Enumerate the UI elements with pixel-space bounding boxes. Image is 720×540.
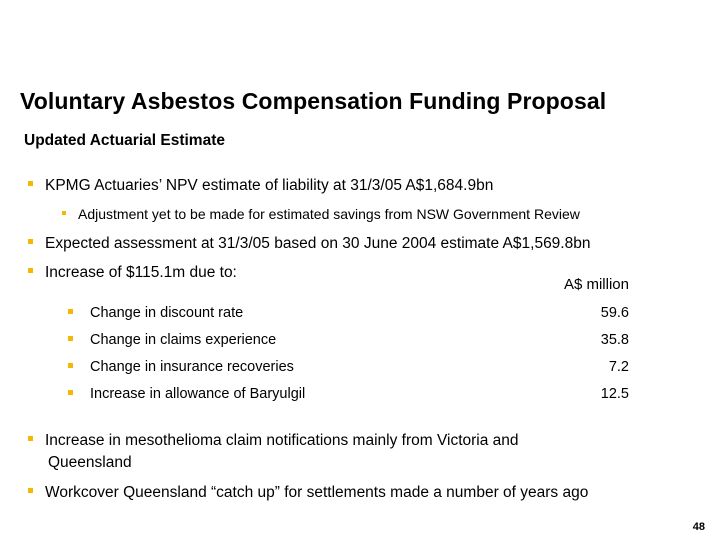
bullet-text (45, 430, 519, 474)
bullet-increase (28, 262, 237, 284)
table-row (68, 384, 629, 404)
row-value: 7.2 (608, 359, 629, 375)
bullet-workcover (28, 482, 588, 504)
row-label: Change in claims experience (90, 332, 277, 348)
bullet-line-2: Queensland (48, 454, 132, 471)
row-label: Increase in allowance of Baryulgil (90, 386, 306, 402)
bullet-square-icon (68, 336, 73, 341)
page-number: 48 (692, 521, 705, 533)
bullet-text: KPMG Actuaries’ NPV estimate of liability at 31/3/05 A$1,684.9bn (45, 177, 494, 194)
bullet-square-icon (28, 436, 33, 441)
bullet-square-icon (28, 268, 33, 273)
table-row (68, 330, 629, 350)
bullet-square-icon (62, 211, 66, 215)
row-value: 35.8 (600, 332, 629, 348)
bullet-square-icon (28, 181, 33, 186)
row-label: Change in discount rate (90, 305, 244, 321)
bullet-square-icon (28, 488, 33, 493)
slide-subtitle: Updated Actuarial Estimate (24, 132, 225, 149)
bullet-square-icon (68, 309, 73, 314)
row-value: 59.6 (600, 305, 629, 321)
sub-bullet-adjustment (62, 204, 580, 224)
sub-bullet-text: Adjustment yet to be made for estimated savings from NSW Government Review (78, 206, 580, 222)
bullet-kpmg-estimate (28, 175, 493, 197)
table-unit-header: A$ million (563, 276, 629, 293)
bullet-square-icon (68, 363, 73, 368)
bullet-expected-assessment (28, 233, 590, 255)
bullet-square-icon (68, 390, 73, 395)
bullet-text: Workcover Queensland “catch up” for settlements made a number of years ago (45, 484, 589, 501)
table-row (68, 357, 629, 377)
row-value: 12.5 (600, 386, 629, 402)
bullet-line-1: Increase in mesothelioma claim notifications mainly from Victoria and (45, 432, 519, 449)
table-row (68, 303, 629, 323)
bullet-text: Increase of $115.1m due to: (45, 264, 237, 281)
bullet-square-icon (28, 239, 33, 244)
bullet-mesothelioma (28, 430, 519, 474)
slide-title: Voluntary Asbestos Compensation Funding Proposal (20, 88, 607, 114)
row-label: Change in insurance recoveries (90, 359, 294, 375)
bullet-text: Expected assessment at 31/3/05 based on 30 June 2004 estimate A$1,569.8bn (45, 235, 591, 252)
